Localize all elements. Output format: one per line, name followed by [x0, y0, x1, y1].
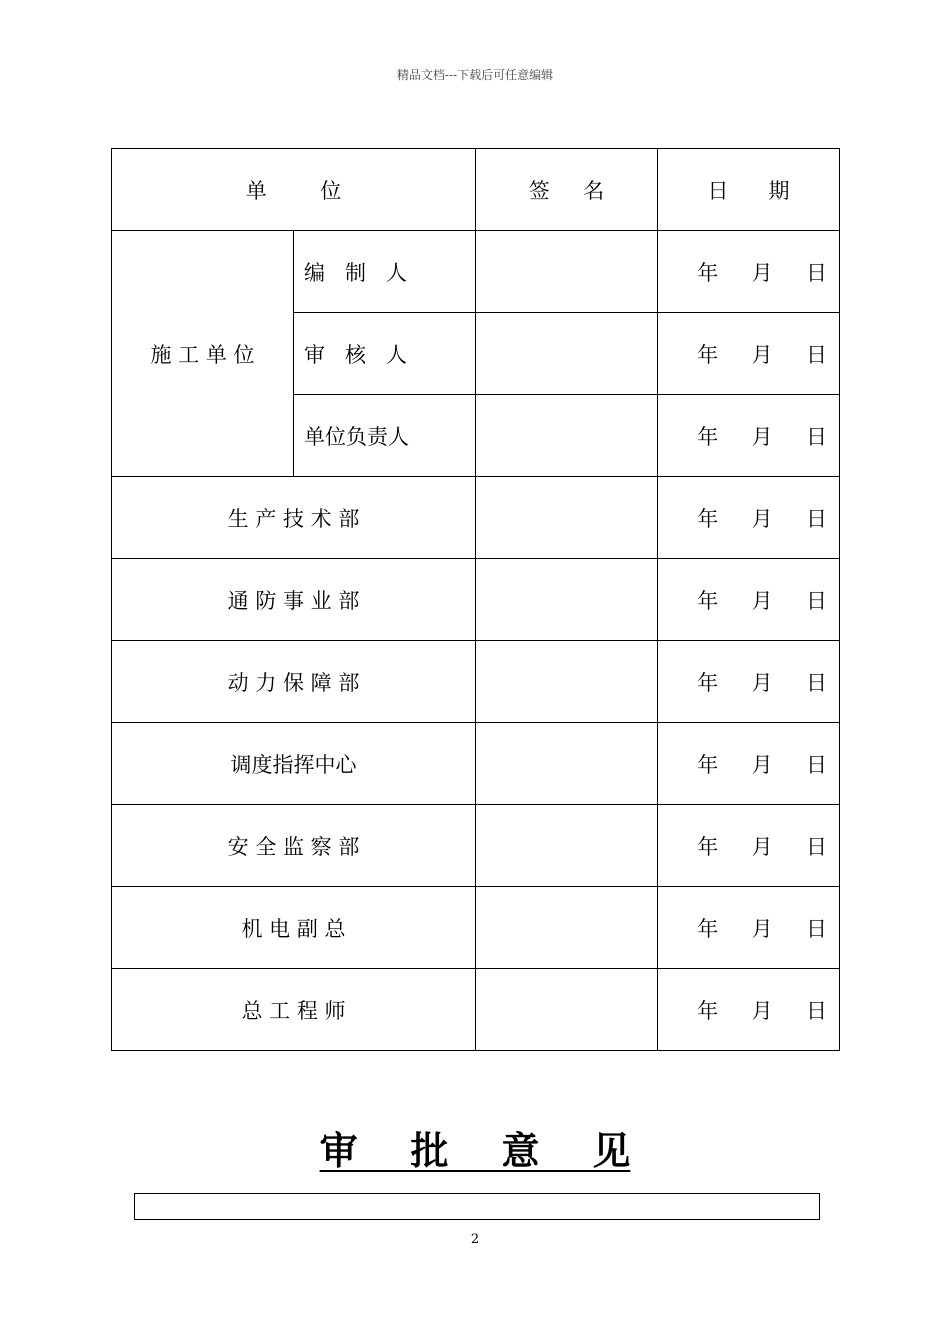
date-cell: 年 月 日 — [658, 231, 840, 313]
row-label-department: 动 力 保 障 部 — [112, 641, 476, 723]
signature-cell[interactable] — [476, 231, 658, 313]
date-cell: 年 月 日 — [658, 477, 840, 559]
page-number: 2 — [470, 1232, 480, 1247]
group-label-construction-unit: 施 工 单 位 — [112, 231, 294, 477]
signature-cell[interactable] — [476, 395, 658, 477]
table-header-row — [112, 149, 840, 231]
date-cell: 年 月 日 — [658, 313, 840, 395]
row-label-department: 机 电 副 总 — [112, 887, 476, 969]
date-cell: 年 月 日 — [658, 805, 840, 887]
table-row — [112, 969, 840, 1051]
row-label-reviewer: 审 核 人 — [294, 313, 476, 395]
approval-opinion-box[interactable] — [134, 1193, 820, 1220]
approval-title-text: 审 批 意 见 — [319, 1128, 631, 1173]
table-row — [112, 887, 840, 969]
signature-cell[interactable] — [476, 313, 658, 395]
row-label-department: 生 产 技 术 部 — [112, 477, 476, 559]
signature-cell[interactable] — [476, 723, 658, 805]
row-label-department: 总 工 程 师 — [112, 969, 476, 1051]
table-row — [112, 477, 840, 559]
table-row — [112, 805, 840, 887]
column-header-date: 日 期 — [658, 149, 840, 231]
date-cell: 年 月 日 — [658, 887, 840, 969]
date-cell: 年 月 日 — [658, 559, 840, 641]
table-row — [112, 641, 840, 723]
date-cell: 年 月 日 — [658, 641, 840, 723]
signature-cell[interactable] — [476, 969, 658, 1051]
column-header-unit: 单 位 — [112, 149, 476, 231]
date-cell: 年 月 日 — [658, 395, 840, 477]
signature-cell[interactable] — [476, 805, 658, 887]
row-label-department: 通 防 事 业 部 — [112, 559, 476, 641]
row-label-department: 调度指挥中心 — [112, 723, 476, 805]
signature-table — [111, 148, 840, 1051]
column-header-signature: 签 名 — [476, 149, 658, 231]
signature-cell[interactable] — [476, 641, 658, 723]
row-label-compiler: 编 制 人 — [294, 231, 476, 313]
approval-title — [0, 1120, 950, 1175]
row-label-department: 安 全 监 察 部 — [112, 805, 476, 887]
signature-cell[interactable] — [476, 887, 658, 969]
table-row — [112, 559, 840, 641]
date-cell: 年 月 日 — [658, 723, 840, 805]
table-row — [112, 231, 840, 313]
table-row — [112, 723, 840, 805]
signature-cell[interactable] — [476, 477, 658, 559]
date-cell: 年 月 日 — [658, 969, 840, 1051]
signature-cell[interactable] — [476, 559, 658, 641]
page-header: 精品文档---下载后可任意编辑 — [396, 68, 554, 82]
row-label-unit-head: 单位负责人 — [294, 395, 476, 477]
